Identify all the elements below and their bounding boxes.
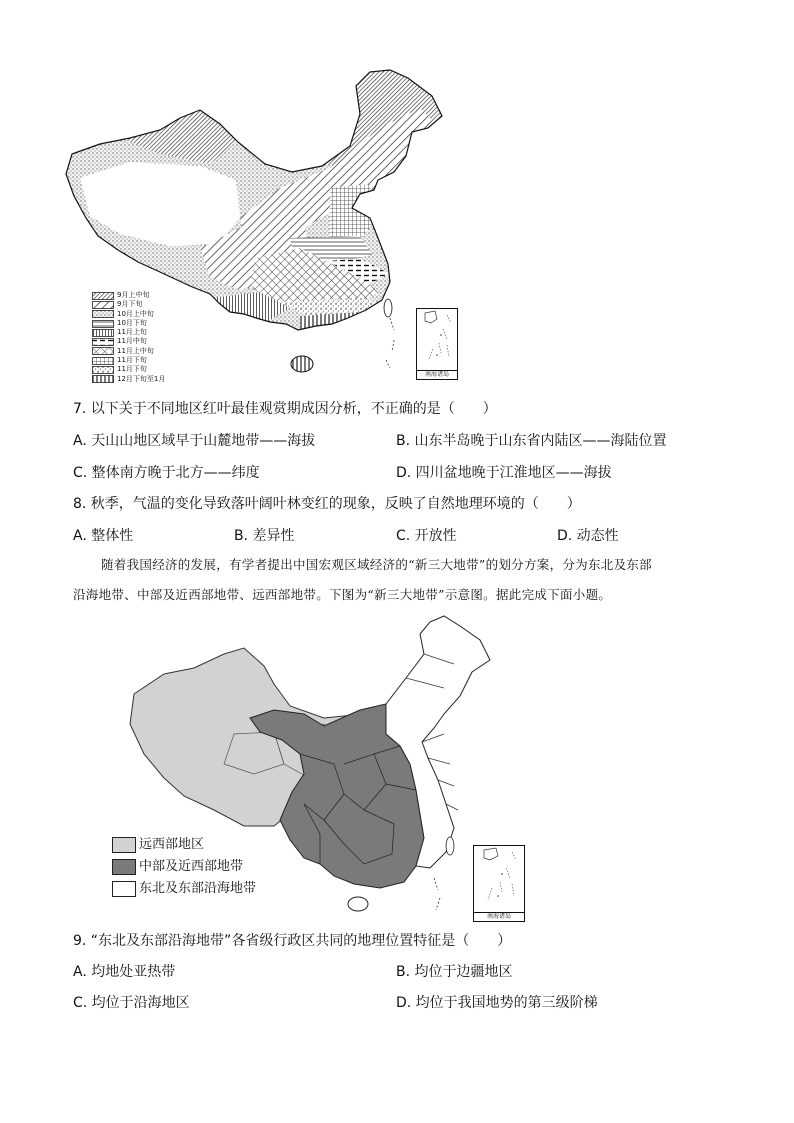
question-9-option-b[interactable]: B. 均位于边疆地区 [396,964,513,980]
question-8-option-a[interactable]: A. 整体性 [73,528,134,544]
south-china-sea-inset-2 [473,845,525,922]
intro-line-2: 沿海地带、中部及近西部地带、远西部地带。下图为“新三大地带”示意图。据此完成下面小题。 [73,587,612,602]
legend-label: 东北及东部沿海地带 [139,881,257,896]
map1-legend-item [92,375,202,384]
map2-legend-item [112,856,256,878]
legend-label: 10月上中旬 [117,309,154,318]
legend-label: 远西部地区 [139,837,205,852]
map1-legend-item [92,328,202,337]
legend-label: 中部及近西部地带 [139,859,244,874]
question-8-stem: 8. 秋季，气温的变化导致落叶阔叶林变红的现象，反映了自然地理环境的（ ） [73,496,581,512]
legend-swatch-icon [92,338,114,346]
map1-legend-item [92,291,202,300]
question-7-option-a[interactable]: A. 天山山地区域早于山麓地带——海拔 [73,433,316,449]
legend-swatch-icon [92,366,114,374]
legend-label: 12月下旬至1月 [117,374,166,383]
question-7-stem: 7. 以下关于不同地区红叶最佳观赏期成因分析，不正确的是（ ） [73,401,497,417]
legend-label: 11月上中旬 [117,346,154,355]
legend-swatch-icon [92,375,114,383]
map2-legend-item [112,878,256,900]
question-8-option-c[interactable]: C. 开放性 [396,528,457,544]
question-7-option-b[interactable]: B. 山东半岛晚于山东省内陆区——海陆位置 [396,433,667,449]
south-china-sea-islands-icon [474,846,524,912]
south-china-sea-inset [416,308,458,380]
legend-swatch [112,837,136,853]
legend-label: 9月下旬 [117,300,143,309]
map1-legend-item [92,337,202,346]
question-9-option-a[interactable]: A. 均地处亚热带 [73,964,176,980]
map2-legend [112,834,256,900]
legend-swatch-icon [92,292,114,300]
legend-swatch-icon [92,347,114,355]
legend-swatch [112,881,136,897]
map2-legend-item [112,834,256,856]
south-china-sea-islands-icon [417,309,457,371]
question-8-option-b[interactable]: B. 差异性 [234,528,295,544]
legend-swatch [112,859,136,875]
legend-label: 11月下旬 [117,356,147,365]
legend-label: 11月下旬 [117,365,147,374]
intro-line-1: 随着我国经济的发展，有学者提出中国宏观区域经济的“新三大地带”的划分方案，分为东北及东部 [101,557,652,572]
question-9-option-d[interactable]: D. 均位于我国地势的第三级阶梯 [396,995,598,1011]
legend-label: 10月下旬 [117,318,147,327]
legend-swatch-icon [92,301,114,309]
legend-label: 11月上旬 [117,328,147,337]
legend-swatch-icon [92,329,114,337]
map1-legend [92,291,202,384]
question-7-option-c[interactable]: C. 整体南方晚于北方——纬度 [73,465,260,481]
legend-swatch-icon [92,357,114,365]
map1-legend-item [92,319,202,328]
map1-legend-item [92,310,202,319]
question-9-option-c[interactable]: C. 均位于沿海地区 [73,995,190,1011]
map1-legend-item [92,347,202,356]
material-intro [73,550,723,610]
legend-label: 9月上中旬 [117,291,150,299]
legend-label: 11月中旬 [117,337,147,346]
map1-legend-item [92,365,202,374]
legend-swatch-icon [92,310,114,318]
legend-swatch-icon [92,320,114,328]
map1-legend-item [92,356,202,365]
question-8-option-d[interactable]: D. 动态性 [557,528,619,544]
inset-label: 南海诸岛 [417,370,457,379]
map1-legend-item [92,300,202,309]
question-7-option-d[interactable]: D. 四川盆地晚于江淮地区——海拔 [396,465,612,481]
question-9-stem: 9. “东北及东部沿海地带”各省级行政区共同的地理位置特征是（ ） [73,933,512,949]
inset-label-2: 南海诸岛 [474,912,524,921]
